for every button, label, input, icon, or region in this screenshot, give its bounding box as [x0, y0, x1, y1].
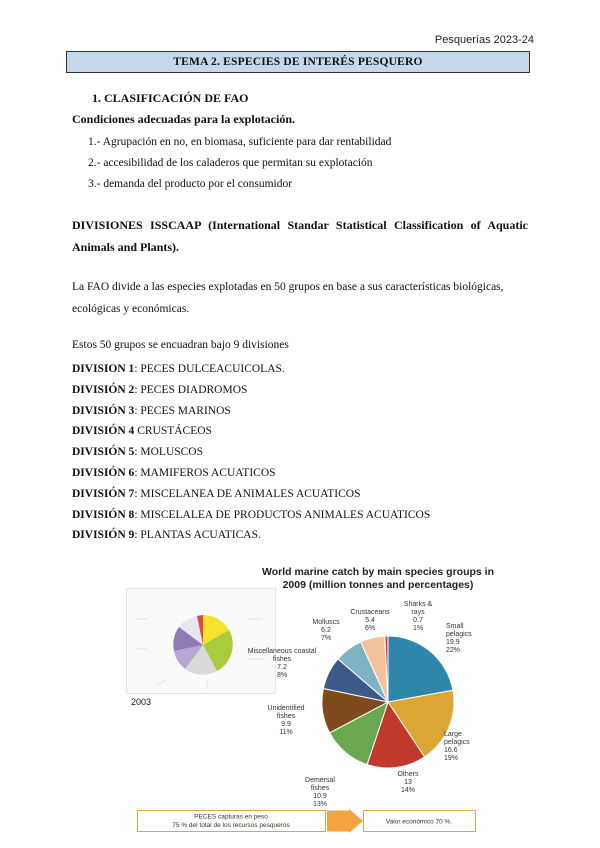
course-header: Pesquerías 2023-24: [434, 34, 534, 46]
list-item: DIVISIÓN 3: PECES MARINOS: [72, 404, 231, 417]
pie-label: Sharks & rays 0.7 1%: [403, 601, 433, 632]
chart-title: World marine catch by main species groups in 2009 (million tonnes and percentages): [261, 566, 495, 591]
small-chart-year: 2003: [131, 697, 152, 707]
pie-label: Unidentified fishes 9.9 11%: [267, 705, 305, 736]
small-pie-chart: [127, 589, 275, 693]
list-item: DIVISIÓN 5: MOLUSCOS: [72, 446, 204, 459]
summary-banner: [137, 809, 477, 833]
list-item: 3.- demanda del producto por el consumidor: [88, 178, 293, 190]
list-item: DIVISIÓN 7: MISCELANEA DE ANIMALES ACUATICOS: [72, 487, 361, 500]
pie-label: Miscellaneous coastal fishes 7.2 8%: [247, 648, 317, 679]
page-title: TEMA 2. ESPECIES DE INTERÉS PESQUERO: [66, 51, 530, 73]
list-item: DIVISIÓN 4 CRUSTÁCEOS: [72, 425, 212, 438]
pie-label: Crustaceans 5.4 6%: [350, 609, 390, 632]
list-item: DIVISIÓN 2: PECES DIADROMOS: [72, 383, 248, 396]
banner-left-line2: 75 % del total de los recursos pesqueros: [172, 822, 290, 829]
pie-label: Others 13 14%: [397, 771, 419, 794]
small-pie-chart-image: [126, 588, 276, 694]
divisions-list: [72, 359, 430, 546]
banner-right-text: Valor económico 70 %.: [385, 818, 453, 826]
section-heading: 1. CLASIFICACIÓN DE FAO: [92, 91, 249, 105]
list-item: DIVISIÓN 9: PLANTAS ACUATICAS.: [72, 529, 261, 542]
conditions-heading: Condiciones adecuadas para la explotación.: [72, 112, 296, 126]
pie-label: Molluscs 6.2 7%: [312, 619, 340, 642]
banner-arrow-body: [327, 811, 351, 832]
list-item: 1.- Agrupación en no, en biomasa, suficiente para dar rentabilidad: [88, 136, 392, 148]
conditions-list: [88, 132, 391, 195]
list-item: DIVISIÓN 8: MISCELALEA DE PRODUCTOS ANIMALES ACUATICOS: [72, 508, 431, 521]
pie-label: Small pelagics 19.9 22%: [446, 623, 472, 654]
list-item: DIVISIÓN 6: MAMIFEROS ACUATICOS: [72, 466, 276, 479]
fao-paragraph: La FAO divide a las especies explotadas en 50 grupos en base a sus características biológicas, ecológicas y económicas.: [72, 281, 504, 315]
divisions-title: DIVISIONES ISSCAAP (International Standar Statistical Classification of Aquatic Animals and Plants).: [72, 218, 528, 254]
list-item: DIVISION 1: PECES DULCEACUICOLAS.: [72, 363, 285, 375]
pie-label: Large pelagics 16.6 19%: [444, 731, 470, 762]
species-pie-chart: [247, 562, 498, 810]
banner-left-line1: PECES capturas en peso: [194, 813, 268, 821]
arrow-right-icon: [349, 809, 363, 833]
pie-label: Demersal fishes 10.9 13%: [305, 777, 335, 808]
list-item: 2.- accesibilidad de los caladeros que permitan su explotación: [88, 157, 373, 169]
groups-intro: Estos 50 grupos se encuadran bajo 9 divisiones: [72, 339, 289, 351]
